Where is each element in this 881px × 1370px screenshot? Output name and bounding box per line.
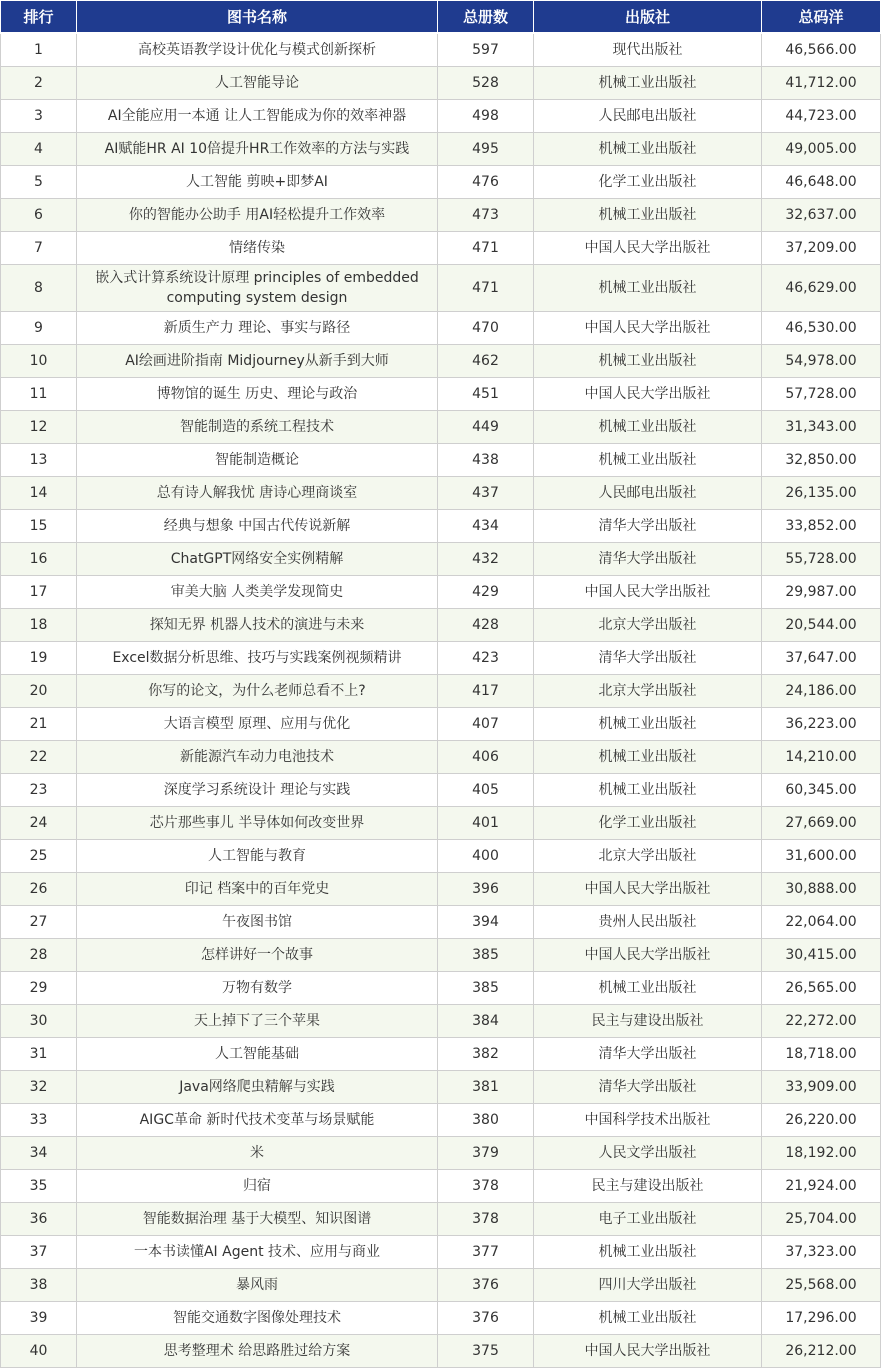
cell-publisher: 机械工业出版社 — [534, 67, 762, 100]
cell-title: Excel数据分析思维、技巧与实践案例视频精讲 — [77, 642, 438, 675]
cell-title: 情绪传染 — [77, 232, 438, 265]
cell-rank: 15 — [1, 510, 77, 543]
cell-rank: 23 — [1, 774, 77, 807]
cell-title: 归宿 — [77, 1170, 438, 1203]
cell-price: 22,272.00 — [762, 1005, 881, 1038]
cell-price: 26,212.00 — [762, 1335, 881, 1368]
cell-title: 芯片那些事儿 半导体如何改变世界 — [77, 807, 438, 840]
cell-title: 午夜图书馆 — [77, 906, 438, 939]
cell-title: 人工智能 剪映+即梦AI — [77, 166, 438, 199]
table-row — [1, 1137, 881, 1170]
cell-volumes: 498 — [438, 100, 534, 133]
cell-rank: 26 — [1, 873, 77, 906]
table-row — [1, 33, 881, 67]
cell-rank: 17 — [1, 576, 77, 609]
cell-price: 54,978.00 — [762, 345, 881, 378]
table-row — [1, 576, 881, 609]
cell-volumes: 429 — [438, 576, 534, 609]
table-row — [1, 199, 881, 232]
cell-rank: 1 — [1, 33, 77, 67]
table-row — [1, 741, 881, 774]
cell-price: 26,135.00 — [762, 477, 881, 510]
cell-rank: 7 — [1, 232, 77, 265]
cell-price: 26,565.00 — [762, 972, 881, 1005]
cell-title: 人工智能与教育 — [77, 840, 438, 873]
cell-price: 55,728.00 — [762, 543, 881, 576]
cell-rank: 21 — [1, 708, 77, 741]
cell-publisher: 中国人民大学出版社 — [534, 232, 762, 265]
cell-rank: 25 — [1, 840, 77, 873]
cell-price: 44,723.00 — [762, 100, 881, 133]
cell-publisher: 机械工业出版社 — [534, 411, 762, 444]
cell-publisher: 清华大学出版社 — [534, 642, 762, 675]
cell-title: 深度学习系统设计 理论与实践 — [77, 774, 438, 807]
cell-title: 智能制造概论 — [77, 444, 438, 477]
cell-volumes: 379 — [438, 1137, 534, 1170]
cell-publisher: 机械工业出版社 — [534, 133, 762, 166]
cell-title: 人工智能导论 — [77, 67, 438, 100]
table-row — [1, 1335, 881, 1368]
cell-publisher: 民主与建设出版社 — [534, 1170, 762, 1203]
cell-title: 米 — [77, 1137, 438, 1170]
cell-rank: 9 — [1, 312, 77, 345]
cell-title: ChatGPT网络安全实例精解 — [77, 543, 438, 576]
cell-rank: 4 — [1, 133, 77, 166]
cell-volumes: 407 — [438, 708, 534, 741]
table-row — [1, 166, 881, 199]
cell-publisher: 机械工业出版社 — [534, 1302, 762, 1335]
cell-volumes: 449 — [438, 411, 534, 444]
table-row — [1, 510, 881, 543]
cell-price: 30,415.00 — [762, 939, 881, 972]
cell-publisher: 四川大学出版社 — [534, 1269, 762, 1302]
cell-volumes: 384 — [438, 1005, 534, 1038]
cell-publisher: 人民文学出版社 — [534, 1137, 762, 1170]
table-row — [1, 906, 881, 939]
cell-volumes: 378 — [438, 1170, 534, 1203]
cell-rank: 3 — [1, 100, 77, 133]
cell-price: 20,544.00 — [762, 609, 881, 642]
cell-title: 智能数据治理 基于大模型、知识图谱 — [77, 1203, 438, 1236]
table-header — [1, 1, 881, 34]
cell-rank: 14 — [1, 477, 77, 510]
table-row — [1, 675, 881, 708]
cell-title: AIGC革命 新时代技术变革与场景赋能 — [77, 1104, 438, 1137]
cell-rank: 30 — [1, 1005, 77, 1038]
cell-volumes: 376 — [438, 1269, 534, 1302]
cell-price: 60,345.00 — [762, 774, 881, 807]
cell-title: 怎样讲好一个故事 — [77, 939, 438, 972]
cell-publisher: 中国人民大学出版社 — [534, 576, 762, 609]
cell-rank: 39 — [1, 1302, 77, 1335]
cell-price: 18,192.00 — [762, 1137, 881, 1170]
cell-rank: 19 — [1, 642, 77, 675]
cell-rank: 8 — [1, 265, 77, 312]
cell-title: 大语言模型 原理、应用与优化 — [77, 708, 438, 741]
cell-rank: 28 — [1, 939, 77, 972]
cell-title: 你写的论文，为什么老师总看不上? — [77, 675, 438, 708]
cell-publisher: 机械工业出版社 — [534, 444, 762, 477]
cell-title: Java网络爬虫精解与实践 — [77, 1071, 438, 1104]
cell-title: AI全能应用一本通 让人工智能成为你的效率神器 — [77, 100, 438, 133]
cell-volumes: 451 — [438, 378, 534, 411]
cell-rank: 6 — [1, 199, 77, 232]
cell-price: 26,220.00 — [762, 1104, 881, 1137]
cell-price: 33,852.00 — [762, 510, 881, 543]
cell-price: 18,718.00 — [762, 1038, 881, 1071]
cell-volumes: 471 — [438, 265, 534, 312]
cell-rank: 5 — [1, 166, 77, 199]
cell-publisher: 北京大学出版社 — [534, 609, 762, 642]
cell-title: 万物有数学 — [77, 972, 438, 1005]
table-row — [1, 345, 881, 378]
table-row — [1, 67, 881, 100]
cell-price: 21,924.00 — [762, 1170, 881, 1203]
cell-rank: 24 — [1, 807, 77, 840]
table-row — [1, 1104, 881, 1137]
cell-publisher: 中国人民大学出版社 — [534, 939, 762, 972]
cell-price: 24,186.00 — [762, 675, 881, 708]
cell-publisher: 清华大学出版社 — [534, 543, 762, 576]
cell-rank: 11 — [1, 378, 77, 411]
cell-price: 57,728.00 — [762, 378, 881, 411]
cell-volumes: 375 — [438, 1335, 534, 1368]
cell-volumes: 405 — [438, 774, 534, 807]
cell-volumes: 434 — [438, 510, 534, 543]
cell-price: 33,909.00 — [762, 1071, 881, 1104]
header-publisher: 出版社 — [534, 1, 762, 34]
table-row — [1, 232, 881, 265]
cell-price: 32,850.00 — [762, 444, 881, 477]
cell-publisher: 化学工业出版社 — [534, 166, 762, 199]
cell-price: 37,323.00 — [762, 1236, 881, 1269]
table-row — [1, 873, 881, 906]
cell-volumes: 376 — [438, 1302, 534, 1335]
cell-price: 37,647.00 — [762, 642, 881, 675]
cell-publisher: 中国人民大学出版社 — [534, 1335, 762, 1368]
cell-publisher: 中国人民大学出版社 — [534, 378, 762, 411]
cell-title: AI绘画进阶指南 Midjourney从新手到大师 — [77, 345, 438, 378]
cell-publisher: 机械工业出版社 — [534, 708, 762, 741]
cell-publisher: 北京大学出版社 — [534, 675, 762, 708]
cell-price: 29,987.00 — [762, 576, 881, 609]
table-row — [1, 1236, 881, 1269]
table-row — [1, 609, 881, 642]
cell-price: 25,568.00 — [762, 1269, 881, 1302]
cell-volumes: 380 — [438, 1104, 534, 1137]
cell-volumes: 417 — [438, 675, 534, 708]
table-row — [1, 708, 881, 741]
cell-publisher: 北京大学出版社 — [534, 840, 762, 873]
cell-rank: 37 — [1, 1236, 77, 1269]
cell-title: 审美大脑 人类美学发现简史 — [77, 576, 438, 609]
cell-title: 智能制造的系统工程技术 — [77, 411, 438, 444]
cell-volumes: 438 — [438, 444, 534, 477]
cell-price: 31,343.00 — [762, 411, 881, 444]
cell-price: 46,530.00 — [762, 312, 881, 345]
cell-publisher: 机械工业出版社 — [534, 741, 762, 774]
cell-volumes: 428 — [438, 609, 534, 642]
table-row — [1, 972, 881, 1005]
cell-title: AI赋能HR AI 10倍提升HR工作效率的方法与实践 — [77, 133, 438, 166]
cell-publisher: 清华大学出版社 — [534, 1071, 762, 1104]
cell-rank: 2 — [1, 67, 77, 100]
cell-publisher: 机械工业出版社 — [534, 345, 762, 378]
cell-publisher: 现代出版社 — [534, 33, 762, 67]
cell-rank: 18 — [1, 609, 77, 642]
table-row — [1, 477, 881, 510]
cell-volumes: 471 — [438, 232, 534, 265]
cell-title: 智能交通数字图像处理技术 — [77, 1302, 438, 1335]
table-row — [1, 411, 881, 444]
cell-title: 一本书读懂AI Agent 技术、应用与商业 — [77, 1236, 438, 1269]
cell-rank: 22 — [1, 741, 77, 774]
cell-publisher: 清华大学出版社 — [534, 1038, 762, 1071]
table-row — [1, 1203, 881, 1236]
cell-publisher: 民主与建设出版社 — [534, 1005, 762, 1038]
cell-price: 22,064.00 — [762, 906, 881, 939]
cell-rank: 27 — [1, 906, 77, 939]
cell-volumes: 377 — [438, 1236, 534, 1269]
cell-price: 30,888.00 — [762, 873, 881, 906]
table-row — [1, 1071, 881, 1104]
cell-volumes: 495 — [438, 133, 534, 166]
cell-volumes: 473 — [438, 199, 534, 232]
cell-price: 37,209.00 — [762, 232, 881, 265]
cell-volumes: 597 — [438, 33, 534, 67]
cell-price: 41,712.00 — [762, 67, 881, 100]
table-row — [1, 543, 881, 576]
cell-price: 46,566.00 — [762, 33, 881, 67]
cell-price: 14,210.00 — [762, 741, 881, 774]
cell-publisher: 中国科学技术出版社 — [534, 1104, 762, 1137]
cell-rank: 29 — [1, 972, 77, 1005]
cell-volumes: 437 — [438, 477, 534, 510]
table-row — [1, 774, 881, 807]
cell-price: 46,648.00 — [762, 166, 881, 199]
cell-publisher: 电子工业出版社 — [534, 1203, 762, 1236]
cell-volumes: 396 — [438, 873, 534, 906]
cell-title: 经典与想象 中国古代传说新解 — [77, 510, 438, 543]
cell-rank: 12 — [1, 411, 77, 444]
cell-publisher: 清华大学出版社 — [534, 510, 762, 543]
cell-rank: 40 — [1, 1335, 77, 1368]
cell-price: 25,704.00 — [762, 1203, 881, 1236]
cell-publisher: 中国人民大学出版社 — [534, 312, 762, 345]
cell-rank: 16 — [1, 543, 77, 576]
cell-volumes: 378 — [438, 1203, 534, 1236]
cell-publisher: 机械工业出版社 — [534, 774, 762, 807]
table-row — [1, 1038, 881, 1071]
cell-publisher: 化学工业出版社 — [534, 807, 762, 840]
table-row — [1, 807, 881, 840]
header-row — [1, 1, 881, 34]
cell-title: 高校英语教学设计优化与模式创新探析 — [77, 33, 438, 67]
cell-rank: 33 — [1, 1104, 77, 1137]
cell-title: 博物馆的诞生 历史、理论与政治 — [77, 378, 438, 411]
cell-title: 新能源汽车动力电池技术 — [77, 741, 438, 774]
cell-title: 思考整理术 给思路胜过给方案 — [77, 1335, 438, 1368]
table-row — [1, 1005, 881, 1038]
table-row — [1, 1170, 881, 1203]
table-row — [1, 444, 881, 477]
header-volumes: 总册数 — [438, 1, 534, 34]
cell-rank: 34 — [1, 1137, 77, 1170]
cell-rank: 38 — [1, 1269, 77, 1302]
cell-volumes: 432 — [438, 543, 534, 576]
header-title: 图书名称 — [77, 1, 438, 34]
table-body — [1, 33, 881, 1368]
table-row — [1, 265, 881, 312]
cell-title: 你的智能办公助手 用AI轻松提升工作效率 — [77, 199, 438, 232]
cell-price: 32,637.00 — [762, 199, 881, 232]
cell-price: 46,629.00 — [762, 265, 881, 312]
cell-publisher: 人民邮电出版社 — [534, 100, 762, 133]
cell-price: 49,005.00 — [762, 133, 881, 166]
cell-price: 36,223.00 — [762, 708, 881, 741]
cell-volumes: 476 — [438, 166, 534, 199]
cell-volumes: 528 — [438, 67, 534, 100]
cell-title: 总有诗人解我忧 唐诗心理商谈室 — [77, 477, 438, 510]
table-row — [1, 312, 881, 345]
cell-price: 31,600.00 — [762, 840, 881, 873]
table-row — [1, 100, 881, 133]
cell-volumes: 423 — [438, 642, 534, 675]
cell-title: 新质生产力 理论、事实与路径 — [77, 312, 438, 345]
cell-title: 天上掉下了三个苹果 — [77, 1005, 438, 1038]
cell-publisher: 机械工业出版社 — [534, 1236, 762, 1269]
cell-volumes: 394 — [438, 906, 534, 939]
cell-title: 印记 档案中的百年党史 — [77, 873, 438, 906]
cell-rank: 10 — [1, 345, 77, 378]
cell-volumes: 470 — [438, 312, 534, 345]
cell-rank: 36 — [1, 1203, 77, 1236]
cell-price: 27,669.00 — [762, 807, 881, 840]
cell-volumes: 462 — [438, 345, 534, 378]
cell-publisher: 贵州人民出版社 — [534, 906, 762, 939]
cell-volumes: 400 — [438, 840, 534, 873]
cell-volumes: 385 — [438, 972, 534, 1005]
cell-volumes: 385 — [438, 939, 534, 972]
cell-title: 探知无界 机器人技术的演进与未来 — [77, 609, 438, 642]
header-price: 总码洋 — [762, 1, 881, 34]
cell-publisher: 人民邮电出版社 — [534, 477, 762, 510]
table-row — [1, 939, 881, 972]
table-row — [1, 840, 881, 873]
cell-volumes: 381 — [438, 1071, 534, 1104]
cell-publisher: 机械工业出版社 — [534, 972, 762, 1005]
table-row — [1, 1302, 881, 1335]
cell-price: 17,296.00 — [762, 1302, 881, 1335]
cell-rank: 35 — [1, 1170, 77, 1203]
table-row — [1, 642, 881, 675]
cell-publisher: 中国人民大学出版社 — [534, 873, 762, 906]
cell-publisher: 机械工业出版社 — [534, 199, 762, 232]
cell-title: 暴风雨 — [77, 1269, 438, 1302]
cell-volumes: 406 — [438, 741, 534, 774]
cell-rank: 32 — [1, 1071, 77, 1104]
cell-volumes: 401 — [438, 807, 534, 840]
header-rank: 排行 — [1, 1, 77, 34]
cell-publisher: 机械工业出版社 — [534, 265, 762, 312]
table-row — [1, 378, 881, 411]
cell-title: 人工智能基础 — [77, 1038, 438, 1071]
cell-rank: 31 — [1, 1038, 77, 1071]
cell-volumes: 382 — [438, 1038, 534, 1071]
table-row — [1, 1269, 881, 1302]
table-row — [1, 133, 881, 166]
cell-rank: 13 — [1, 444, 77, 477]
cell-rank: 20 — [1, 675, 77, 708]
cell-title: 嵌入式计算系统设计原理 principles of embedded computing system design — [77, 265, 438, 312]
